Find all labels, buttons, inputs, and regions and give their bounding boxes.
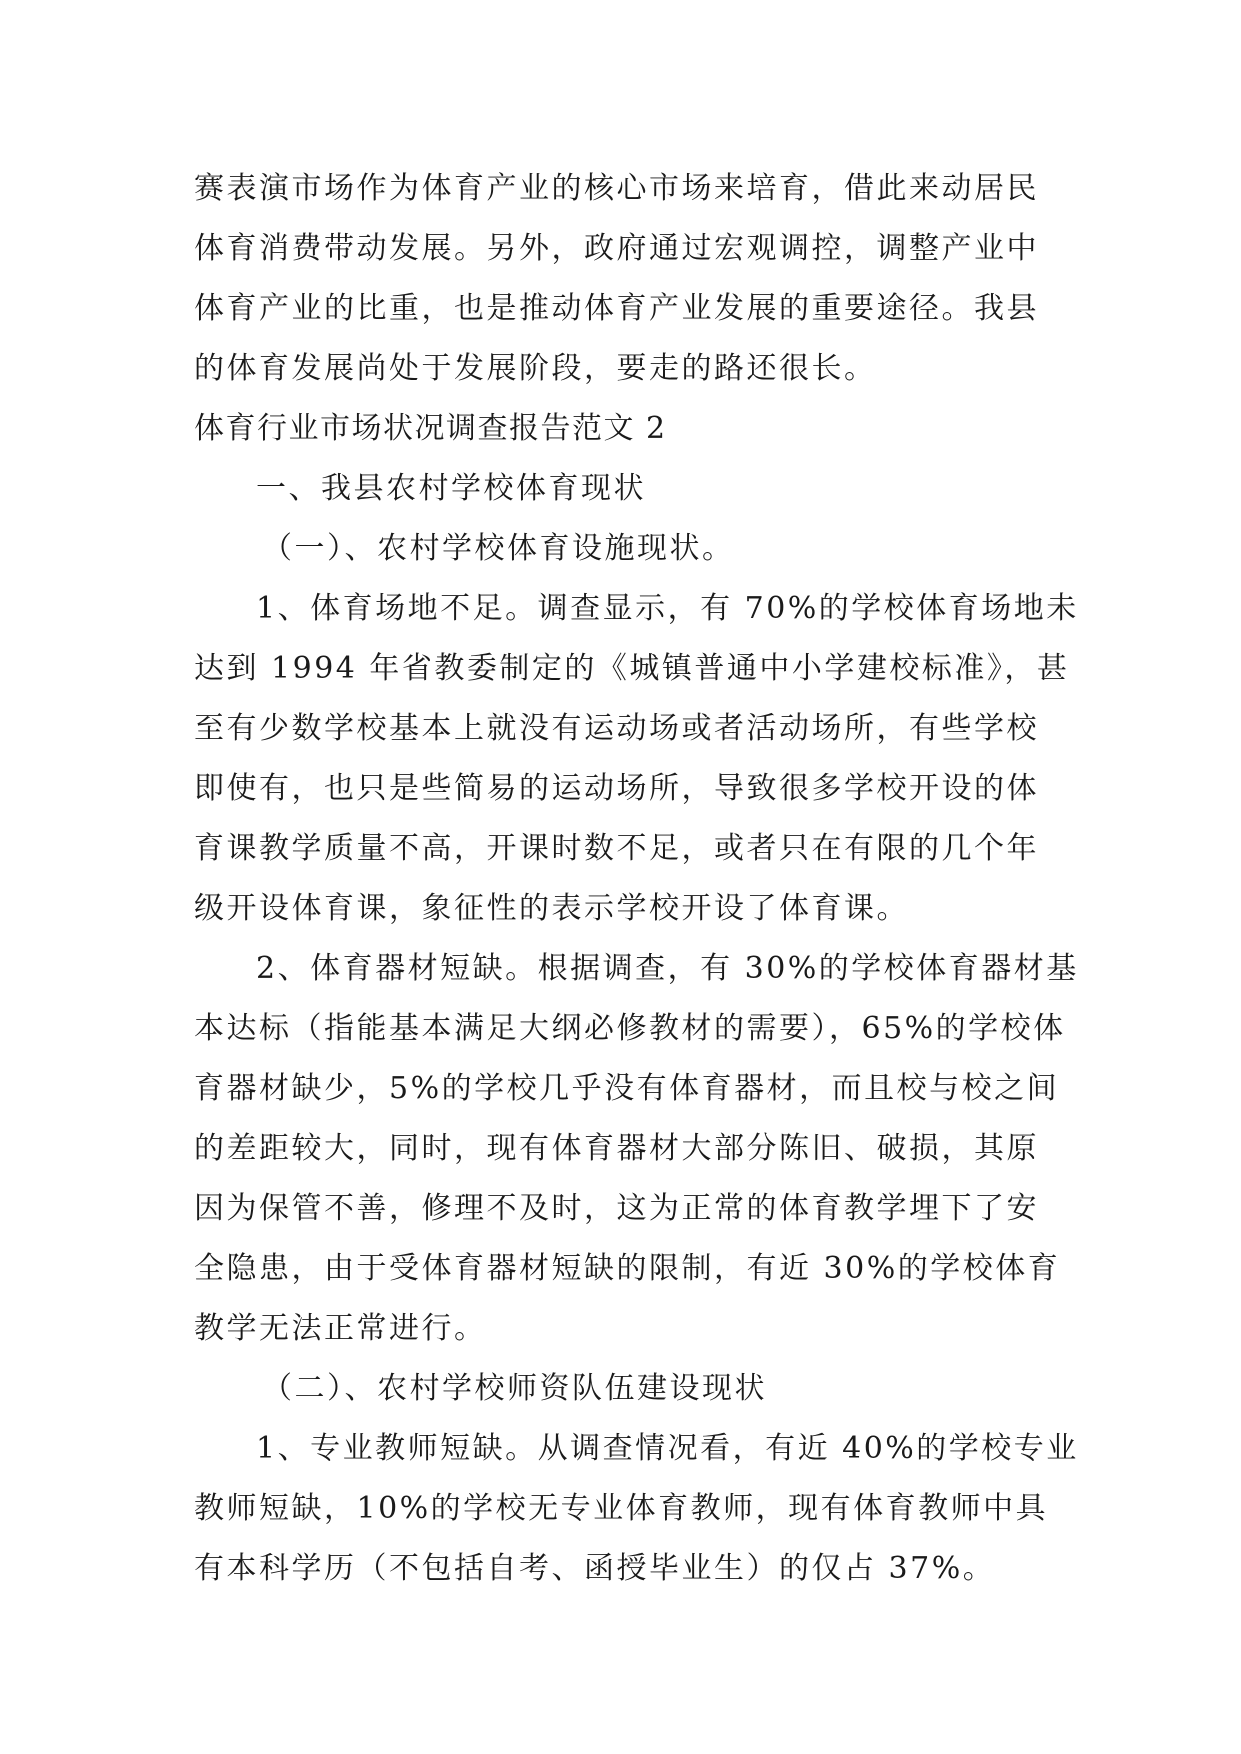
text-line: 至有少数学校基本上就没有运动场或者活动场所，有些学校 — [194, 711, 1039, 746]
paragraph-start: 1、专业教师短缺。从调查情况看，有近 40%的学校专业 — [256, 1431, 1079, 1466]
text-line: 即使有，也只是些简易的运动场所，导致很多学校开设的体 — [194, 771, 1039, 806]
section-title: 体育行业市场状况调查报告范文 2 — [194, 411, 667, 446]
text-line: 育课教学质量不高，开课时数不足，或者只在有限的几个年 — [194, 831, 1039, 866]
text-line: 体育消费带动发展。另外，政府通过宏观调控，调整产业中 — [194, 231, 1039, 266]
text-line: 赛表演市场作为体育产业的核心市场来培育，借此来动居民 — [194, 171, 1039, 206]
paragraph-start: 2、体育器材短缺。根据调查，有 30%的学校体育器材基 — [256, 951, 1079, 986]
body-text — [194, 159, 1079, 1599]
text-line: 育器材缺少，5%的学校几乎没有体育器材，而且校与校之间 — [194, 1071, 1060, 1106]
heading-level-2: （一）、农村学校体育设施现状。 — [262, 531, 735, 566]
text-line: 的体育发展尚处于发展阶段，要走的路还很长。 — [194, 351, 877, 386]
text-line: 教师短缺，10%的学校无专业体育教师，现有体育教师中具 — [194, 1491, 1049, 1526]
text-line: 全隐患，由于受体育器材短缺的限制，有近 30%的学校体育 — [194, 1251, 1061, 1286]
text-line: 本达标（指能基本满足大纲必修教材的需要），65%的学校体 — [194, 1011, 1066, 1046]
text-line: 因为保管不善，修理不及时，这为正常的体育教学埋下了安 — [194, 1191, 1039, 1226]
heading-level-2: （二）、农村学校师资队伍建设现状 — [262, 1371, 767, 1406]
text-line: 级开设体育课，象征性的表示学校开设了体育课。 — [194, 891, 909, 926]
text-line: 教学无法正常进行。 — [194, 1311, 487, 1346]
text-line: 达到 1994 年省教委制定的《城镇普通中小学建校标准》，甚 — [194, 651, 1070, 686]
paragraph-start: 1、体育场地不足。调查显示，有 70%的学校体育场地未 — [256, 591, 1079, 626]
text-line: 有本科学历（不包括自考、函授毕业生）的仅占 37%。 — [194, 1551, 996, 1586]
heading-level-1: 一、我县农村学校体育现状 — [256, 471, 646, 506]
text-line: 体育产业的比重，也是推动体育产业发展的重要途径。我县 — [194, 291, 1039, 326]
text-line: 的差距较大，同时，现有体育器材大部分陈旧、破损，其原 — [194, 1131, 1039, 1166]
